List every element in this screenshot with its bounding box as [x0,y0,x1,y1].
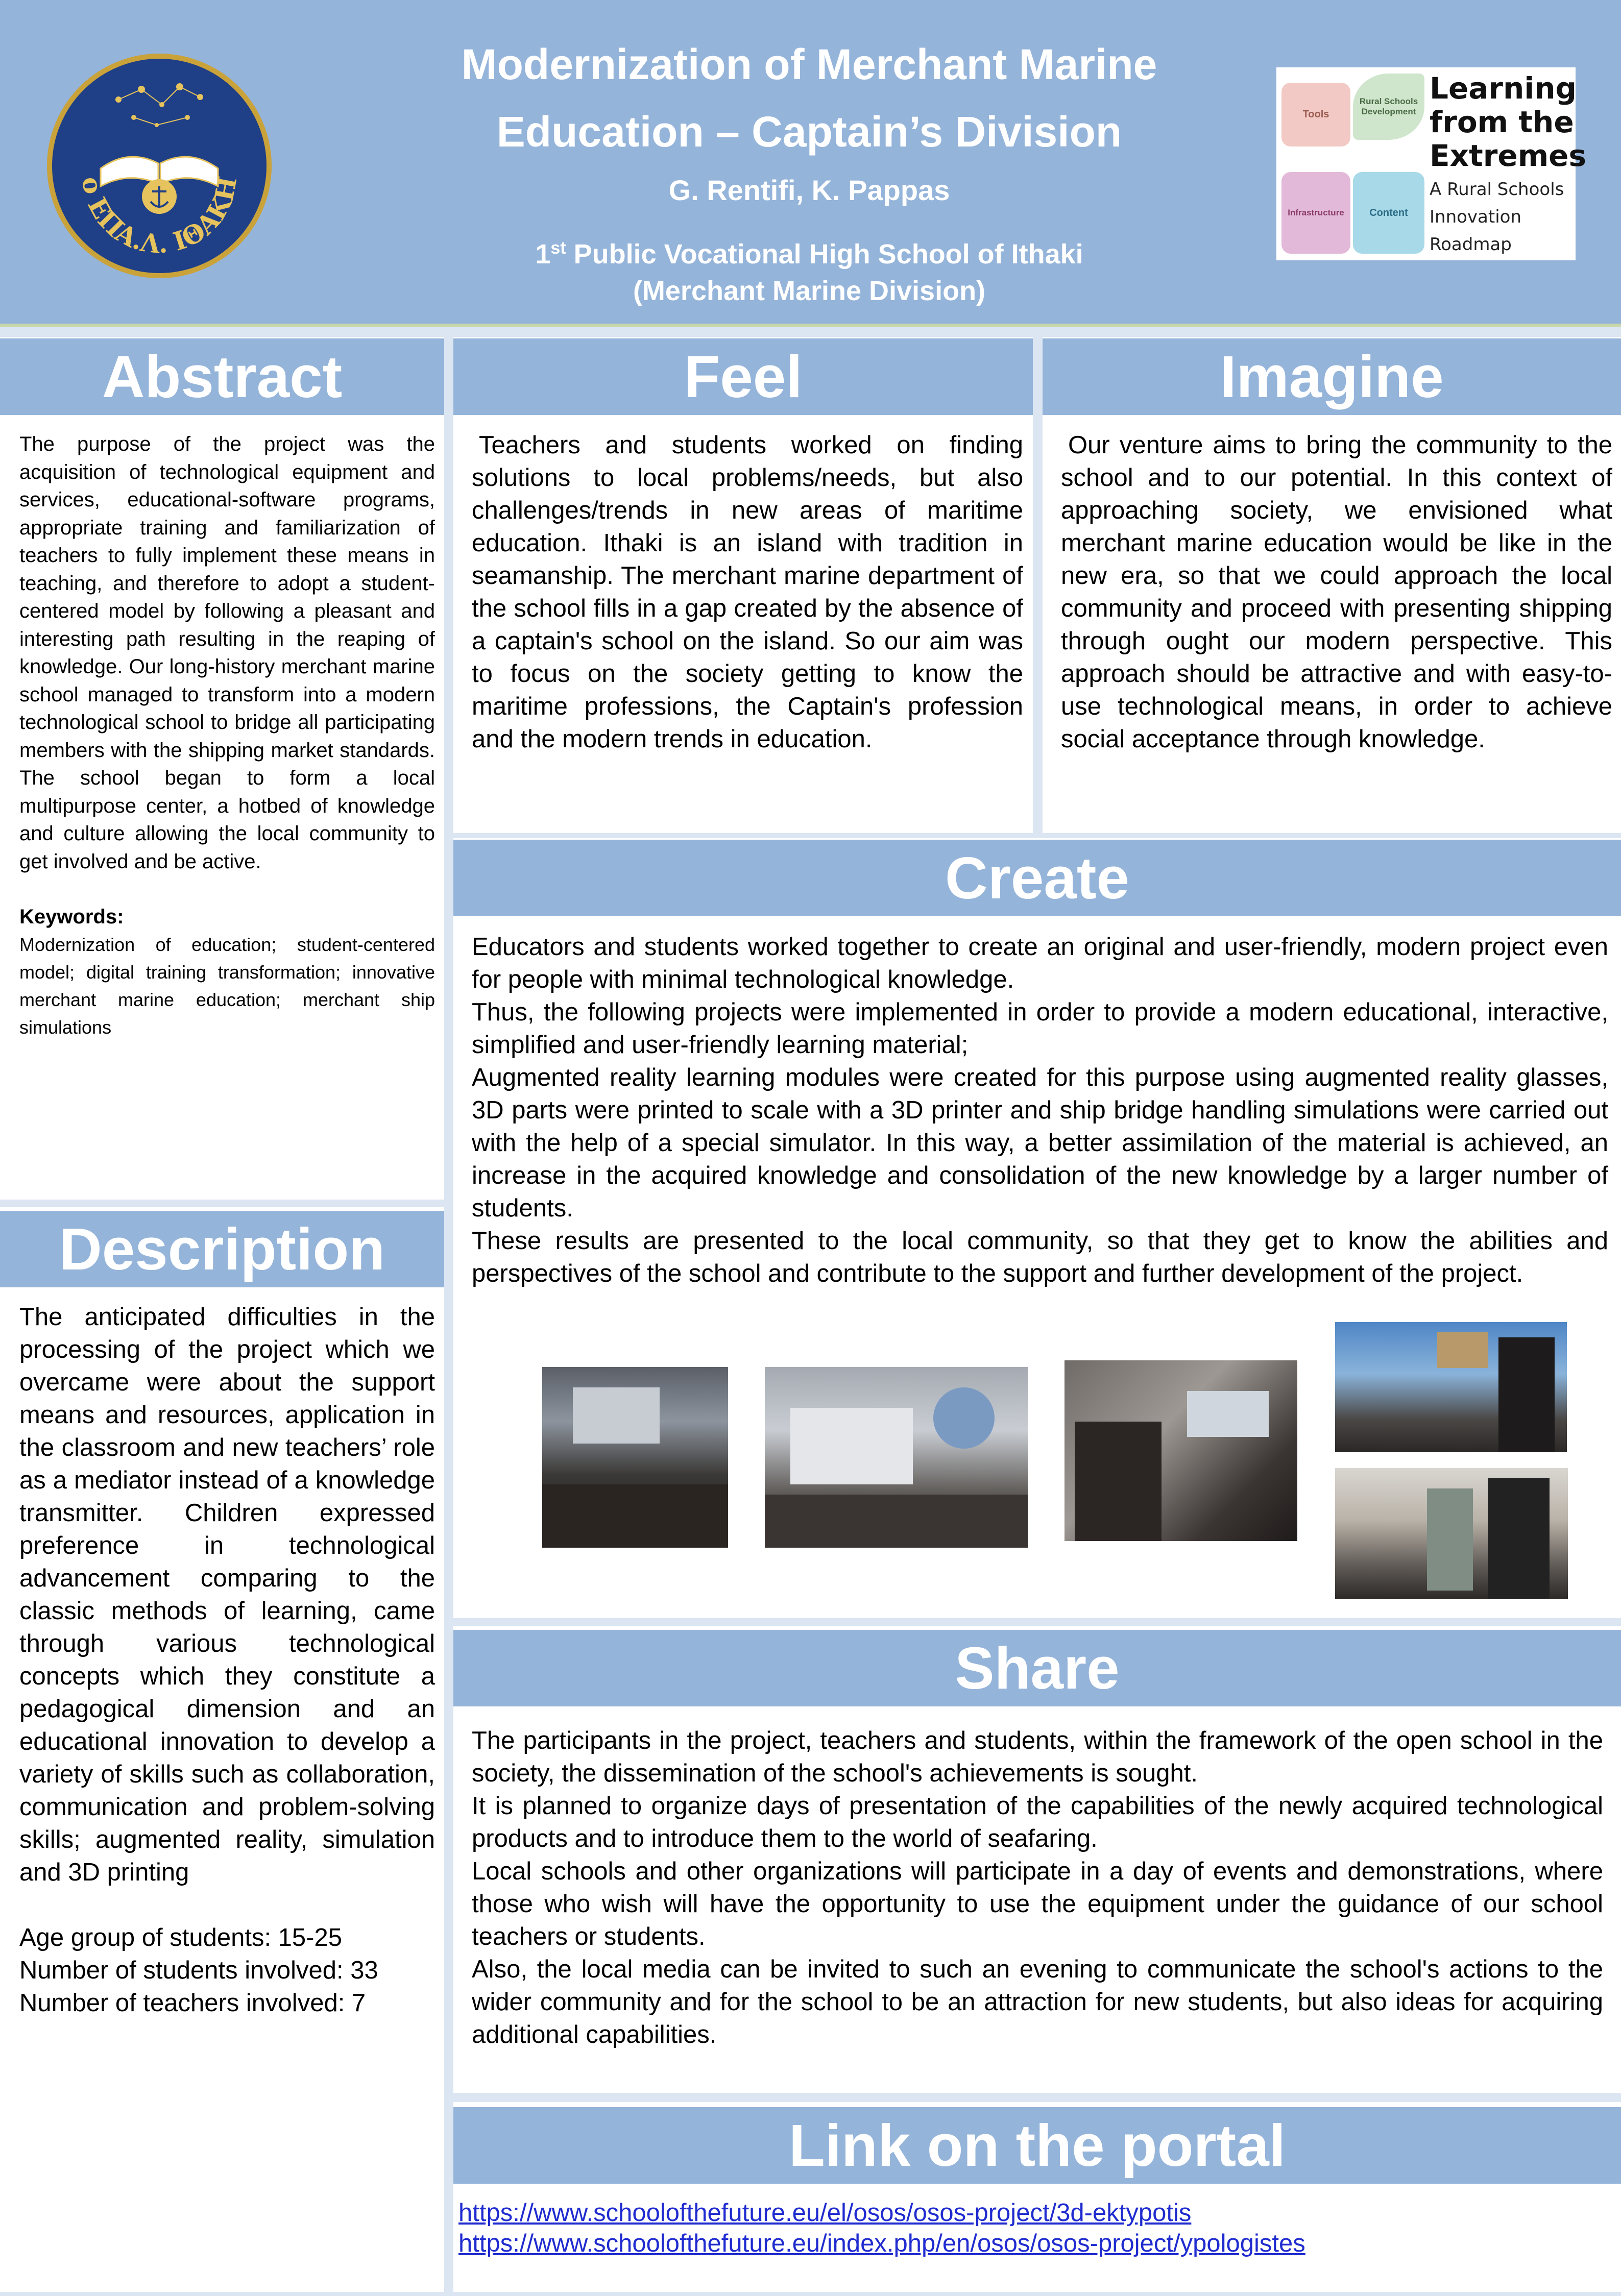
create-paragraph-3: Augmented reality learning modules were created for this purpose using augmented reality glasses, 3D parts were printed to scale with a 3D printer and ship bridge handling simulations were carried out with the help of a special simulator. In this way, a better assimilation of the material is achieved, an increase in the acquired knowledge and consolidation of the new knowledge by a larger number of students. [472,1064,1608,1222]
portal-links [458,2197,1612,2259]
school-logo-text: ο ΕΠΑ.Λ. ΙΘΑΚΗ [76,174,243,260]
project-logo [1276,67,1586,260]
school-division: (Merchant Marine Division) [633,276,986,306]
feel-heading: Feel [453,338,1033,415]
school-logo-emblem [52,59,267,273]
share-paragraph-3: Local schools and other organizations will participate in a day of events and demonstrations, where those who wish will have the opportunity to use the equipment under the guidance of our school teachers or students. [472,1858,1603,1950]
create-paragraph-4: These results are presented to the local community, so that they get to know the abilities and perspectives of the school and contribute to the support and further development of the project. [472,1227,1608,1287]
school-ordinal-number: 1 [535,239,551,270]
description-body [19,1301,435,2019]
poster-title-line1: Modernization of Merchant Marine [461,40,1157,88]
logo-box-tools: Tools [1281,83,1350,146]
share-paragraph-2: It is planned to organize days of presentation of the capabilities of the newly acquired technological products and to introduce them to the world of seafaring. [472,1792,1603,1852]
school-ordinal-suffix: st [550,238,566,258]
poster-title [286,31,1333,165]
poster-school [286,230,1333,309]
imagine-text: Our venture aims to bring the community to the school and to our potential. In this context of approaching society, we envisioned what merchant marine education would be like in the new era, so that we could approach the local community and proceed with presenting shipping through ought our modern perspective. This approach should be attractive and with easy-to-use technological means, in order to achieve social acceptance through knowledge. [1061,431,1612,753]
keywords-text: Modernization of education; student-centered model; digital training transformation; innovative merchant marine education; merchant ship simulations [19,934,435,1038]
abstract-heading: Abstract [0,338,444,415]
portal-link-computers[interactable]: https://www.schoolofthefuture.eu/index.php/en/osos/osos-project/ypologistes [458,2230,1305,2257]
create-paragraph-2: Thus, the following projects were implemented in order to provide a modern educational, interactive, simplified and user-friendly learning material; [472,998,1608,1059]
abstract-body [19,430,435,1041]
portal-heading: Link on the portal [453,2107,1621,2184]
school-name: Public Vocational High School of Ithaki [566,239,1083,270]
description-text: The anticipated difficulties in the processing of the project which we overcame were about the support means and resources, application in the classroom and new teachers’ role as a mediator instead of a knowledge transmitter. Children expressed preference in technological advancement comparing to the classic methods of learning, came through various technological concepts which they constitute a pedagogical dimension and an educational innovation to develop a variety of skills such as collaboration, communication and problem-solving skills; augmented reality, simulation and 3D printing [19,1303,435,1886]
create-paragraph-1: Educators and students worked together to create an original and user-friendly, modern project even for people with minimal technological knowledge. [472,933,1608,993]
poster-authors: G. Rentifi, K. Pappas [668,174,950,206]
keywords-label: Keywords: [19,906,124,928]
classroom-photo-2 [765,1367,1028,1548]
portal-link-3d-printer[interactable]: https://www.schoolofthefuture.eu/el/osos/osos-project/3d-ektypotis [458,2199,1192,2227]
teachers-count: Number of teachers involved: 7 [19,1989,366,2017]
lab-photo-2 [1335,1468,1568,1599]
simulator-photo [1064,1360,1297,1541]
feel-text: Teachers and students worked on finding solutions to local problems/needs, but also challenges/trends in new areas of maritime education. Ithaki is an island with tradition in seamanship. The merchant marine department of the school fills in a gap created by the absence of a captain's school on the island. So our aim was to focus on the society getting to know the maritime professions, the Captain's profession and the modern trends in education. [472,431,1023,753]
logo-box-rural: Rural Schools Development [1353,74,1424,140]
share-paragraph-1: The participants in the project, teachers and students, within the framework of the open school in the society, the dissemination of the school's achievements is sought. [472,1727,1603,1787]
create-body [472,931,1608,1290]
share-body [472,1724,1603,2051]
project-logo-subtitle: A Rural Schools Innovation Roadmap [1430,179,1564,255]
create-heading: Create [453,840,1621,916]
students-count: Number of students involved: 33 [19,1957,378,1984]
age-group: Age group of students: 15-25 [19,1924,342,1951]
project-logo-title: Learning from the Extremes [1430,71,1586,173]
poster-title-line2: Education – Captain’s Division [496,108,1122,156]
classroom-photo-1 [542,1367,728,1548]
logo-box-content: Content [1353,172,1424,254]
logo-box-infrastructure: Infrastructure [1281,172,1350,254]
school-logo [47,54,272,278]
share-paragraph-4: Also, the local media can be invited to such an evening to communicate the school's actions to the wider community and for the school to be an attraction for new students, but also ideas for acquiring additional capabilities. [472,1956,1603,2048]
description-heading: Description [0,1211,444,1287]
abstract-text: The purpose of the project was the acquisition of technological equipment and services, educational-software programs, appropriate training and familiarization of teachers to fully implement these means in teaching, and therefore to adopt a student-centered model by following a pleasant and interesting path resulting in the reaping of knowledge. Our long-history merchant marine school managed to transform into a modern technological school to bridge all participating members with the shipping market standards. The school began to form a local multipurpose center, a hotbed of knowledge and culture allowing the local community to get involved and be active. [19,433,435,873]
share-heading: Share [453,1630,1621,1706]
imagine-heading: Imagine [1043,338,1621,415]
lab-photo-1 [1335,1322,1567,1452]
